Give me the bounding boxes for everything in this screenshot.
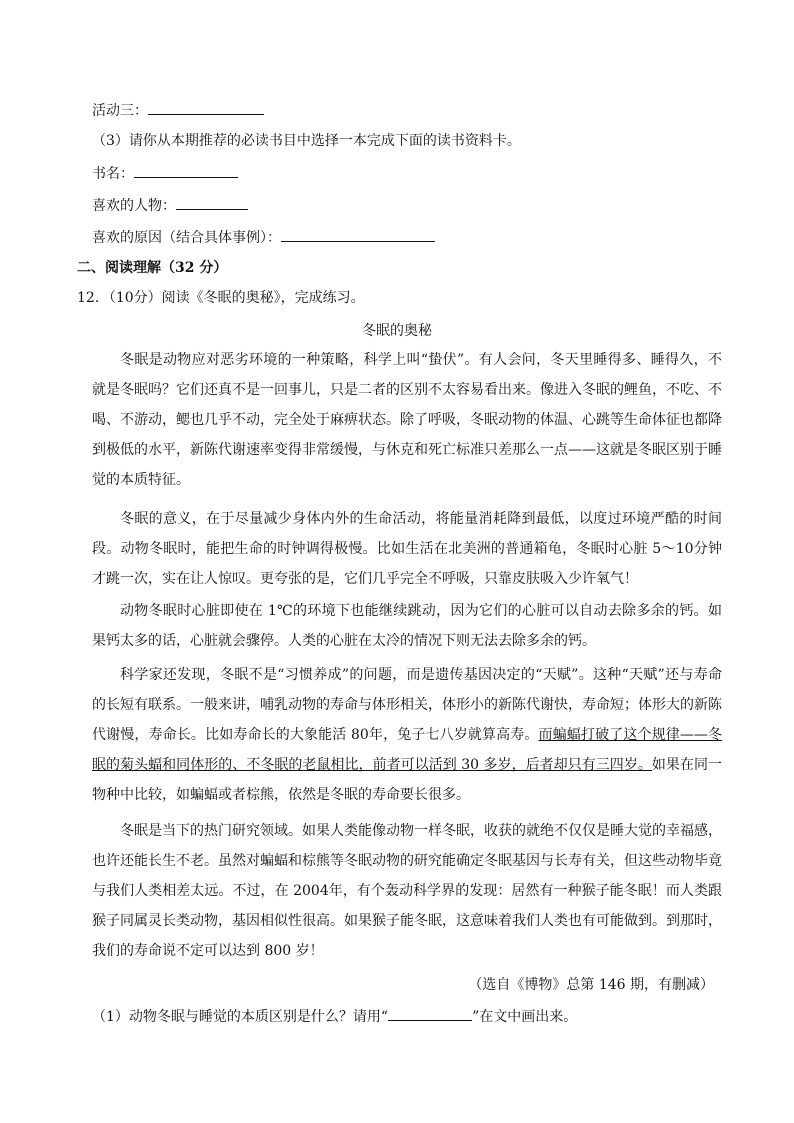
book-line <box>92 163 238 184</box>
q12-1-prefix: （1）动物冬眠与睡觉的本质区别是什么？请用“ <box>92 1009 389 1025</box>
character-blank[interactable] <box>176 195 248 210</box>
paragraph-4-text-a: 科学家还发现，冬眠不是“习惯养成”的问题，而是遗传基因决定的“天赋”。这种“天赋”还与寿命的长短有联系。一般来讲，哺乳动物的寿命与体形相关，体形小的新陈代谢快，寿命短；体形大的新陈代谢慢，寿命长。比如寿命长的大象能活 80年，兔子七八岁就算高寿。 <box>92 667 722 743</box>
reason-blank[interactable] <box>281 227 435 242</box>
book-blank[interactable] <box>134 163 238 178</box>
book-label: 书名： <box>92 166 134 182</box>
article-paragraph-5: 冬眠是当下的热门研究领域。如果人类能像动物一样冬眠，收获的就绝不仅仅是睡大觉的幸福感，也许还能长生不老。虽然对蝙蝠和棕熊等冬眠动物的研究能确定冬眠基因与长寿有关，但这些动物毕竟与我们人类相差太远。不过，在 2004年，有个轰动科学界的发现：居然有一种猴子能冬眠！而人类跟猴子同属灵长类动物，基因相似性很高。如果猴子能冬眠，这意味着我们人类也有可能做到。到那时，我们的寿命说不定可以达到 800 岁！ <box>92 823 722 959</box>
section2-heading: 二、阅读理解（32 分） <box>77 260 228 276</box>
reason-line <box>92 227 435 248</box>
article-paragraph-1: 冬眠是动物应对恶劣环境的一种策略，科学上叫“蛰伏”。有人会问，冬天里睡得多、睡得久，不就是冬眠吗？它们还真不是一回事儿，只是二者的区别不太容易看出来。像进入冬眠的鲤鱼，不吃、不喝、不游动，鳃也几乎不动，完全处于麻痹状态。除了呼吸，冬眠动物的体温、心跳等生命体征也都降到极低的水平，新陈代谢速率变得非常缓慢，与休克和死亡标准只差那么一点——这就是冬眠区别于睡觉的本质特征。 <box>92 352 722 488</box>
article-title: 冬眠的奥秘 <box>362 323 432 339</box>
activity3-line <box>92 100 264 121</box>
paragraph-4-text-b: 如果在同一物种中比较，如蝙蝠或者棕熊，依然是冬眠的寿命要长很多。 <box>92 757 723 803</box>
q12-intro: 12．（10分）阅读《冬眠的奥秘》，完成练习。 <box>77 290 365 306</box>
q12-1-line <box>92 1006 577 1027</box>
character-label: 喜欢的人物： <box>92 198 176 214</box>
character-line <box>92 195 248 216</box>
activity3-label: 活动三： <box>92 103 148 119</box>
article-paragraph-4 <box>92 660 722 810</box>
article-source: （选自《博物》总第 146 期，有删减） <box>468 977 714 993</box>
reason-label: 喜欢的原因（结合具体事例）： <box>92 230 281 246</box>
q12-1-suffix: ”在文中画出来。 <box>472 1009 578 1025</box>
q3-prompt: （3）请你从本期推荐的必读书目中选择一本完成下面的读书资料卡。 <box>92 133 521 149</box>
article-paragraph-3: 动物冬眠时心脏即使在 1℃的环境下也能继续跳动，因为它们的心脏可以自动去除多余的钙。如果钙太多的话，心脏就会骤停。人类的心脏在太冷的情况下则无法去除多余的钙。 <box>92 603 722 649</box>
paragraph-4-underlined: 而蝙蝠打破了这个规律——冬眠的菊头蝠和同体形的、不冬眠的老鼠相比，前者可以活到 30 多岁，后者却只有三四岁。 <box>92 727 722 773</box>
activity3-blank[interactable] <box>148 100 264 115</box>
article-paragraph-2: 冬眠的意义，在于尽量减少身体内外的生命活动，将能量消耗降到最低，以度过环境严酷的时间段。动物冬眠时，能把生命的时钟调得极慢。比如生活在北美洲的普通箱龟，冬眠时心脏 5～10分钟才跳一次，实在让人惊叹。更夸张的是，它们几乎完全不呼吸，只靠皮肤吸入少许氧气！ <box>92 511 722 587</box>
underline-sample <box>388 1006 472 1021</box>
